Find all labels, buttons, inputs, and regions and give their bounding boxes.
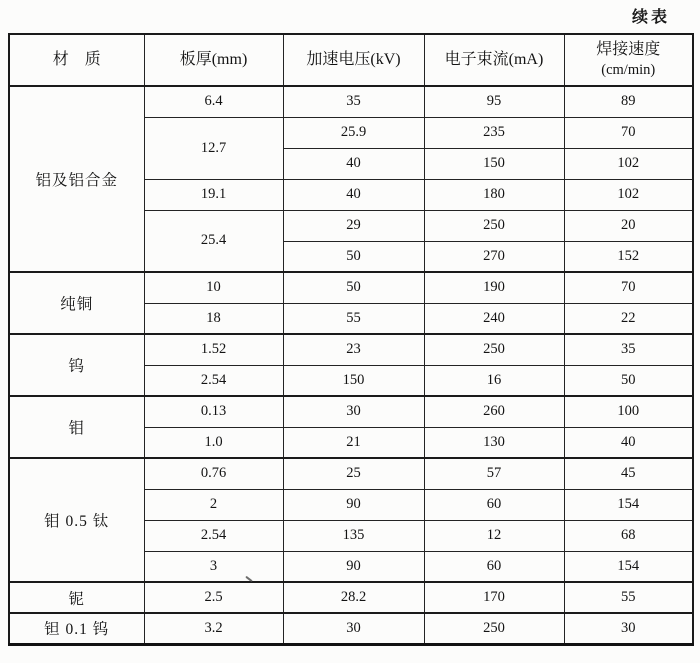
speed-cell: 50 — [564, 365, 693, 396]
voltage-cell: 50 — [283, 272, 424, 303]
thickness-cell: 18 — [144, 303, 283, 334]
voltage-cell: 35 — [283, 86, 424, 117]
header-speed — [564, 34, 693, 86]
material-cell: 铌 — [9, 582, 144, 613]
current-cell: 57 — [424, 458, 564, 489]
material-cell: 纯铜 — [9, 272, 144, 334]
thickness-cell: 0.13 — [144, 396, 283, 427]
current-cell: 260 — [424, 396, 564, 427]
table-row — [9, 334, 693, 365]
thickness-cell: 3.2 — [144, 613, 283, 644]
voltage-cell: 21 — [283, 427, 424, 458]
thickness-cell: 1.0 — [144, 427, 283, 458]
speed-cell: 102 — [564, 148, 693, 179]
voltage-cell: 28.2 — [283, 582, 424, 613]
table-header — [9, 34, 693, 86]
voltage-cell: 90 — [283, 551, 424, 582]
thickness-cell: 6.4 — [144, 86, 283, 117]
current-cell: 250 — [424, 210, 564, 241]
speed-cell: 35 — [564, 334, 693, 365]
header-speed-line1: 焊接速度 — [596, 41, 661, 59]
thickness-cell: 2.54 — [144, 520, 283, 551]
current-cell: 150 — [424, 148, 564, 179]
thickness-cell: 2.5 — [144, 582, 283, 613]
current-cell: 270 — [424, 241, 564, 272]
thickness-cell: 3 — [144, 551, 283, 582]
thickness-cell: 2 — [144, 489, 283, 520]
speed-cell: 154 — [564, 551, 693, 582]
material-cell: 钽 0.1 钨 — [9, 613, 144, 644]
speed-cell: 30 — [564, 613, 693, 644]
speed-cell: 20 — [564, 210, 693, 241]
voltage-cell: 25 — [283, 458, 424, 489]
speed-cell: 102 — [564, 179, 693, 210]
header-voltage: 加速电压(kV) — [283, 34, 424, 86]
thickness-cell: 19.1 — [144, 179, 283, 210]
current-cell: 250 — [424, 613, 564, 644]
current-cell: 170 — [424, 582, 564, 613]
current-cell: 95 — [424, 86, 564, 117]
speed-cell: 70 — [564, 272, 693, 303]
voltage-cell: 23 — [283, 334, 424, 365]
thickness-cell: 2.54 — [144, 365, 283, 396]
thickness-cell: 0.76 — [144, 458, 283, 489]
speed-cell: 152 — [564, 241, 693, 272]
speed-cell: 55 — [564, 582, 693, 613]
speed-cell: 45 — [564, 458, 693, 489]
thickness-cell: 10 — [144, 272, 283, 303]
voltage-cell: 30 — [283, 396, 424, 427]
voltage-cell: 135 — [283, 520, 424, 551]
current-cell: 235 — [424, 117, 564, 148]
voltage-cell: 150 — [283, 365, 424, 396]
welding-parameters-table — [8, 33, 694, 646]
material-cell: 钼 — [9, 396, 144, 458]
thickness-cell: 25.4 — [144, 210, 283, 272]
voltage-cell: 50 — [283, 241, 424, 272]
header-row — [9, 34, 693, 86]
voltage-cell: 30 — [283, 613, 424, 644]
table-row — [9, 458, 693, 489]
speed-cell: 40 — [564, 427, 693, 458]
current-cell: 130 — [424, 427, 564, 458]
continued-table-label: 续表 — [631, 9, 670, 26]
material-cell: 钼 0.5 钛 — [9, 458, 144, 582]
material-cell: 钨 — [9, 334, 144, 396]
current-cell: 240 — [424, 303, 564, 334]
header-material: 材 质 — [9, 34, 144, 86]
thickness-cell: 1.52 — [144, 334, 283, 365]
table-row — [9, 582, 693, 613]
thickness-cell: 12.7 — [144, 117, 283, 179]
speed-cell: 22 — [564, 303, 693, 334]
table-row — [9, 613, 693, 644]
current-cell: 16 — [424, 365, 564, 396]
current-cell: 190 — [424, 272, 564, 303]
speed-cell: 70 — [564, 117, 693, 148]
speed-cell: 100 — [564, 396, 693, 427]
voltage-cell: 25.9 — [283, 117, 424, 148]
voltage-cell: 40 — [283, 148, 424, 179]
current-cell: 12 — [424, 520, 564, 551]
voltage-cell: 40 — [283, 179, 424, 210]
table-row — [9, 86, 693, 117]
voltage-cell: 55 — [283, 303, 424, 334]
header-speed-line2: (cm/min) — [601, 61, 656, 78]
material-cell: 铝及铝合金 — [9, 86, 144, 272]
current-cell: 250 — [424, 334, 564, 365]
header-thickness: 板厚(mm) — [144, 34, 283, 86]
speed-cell: 89 — [564, 86, 693, 117]
voltage-cell: 29 — [283, 210, 424, 241]
speed-cell: 68 — [564, 520, 693, 551]
table-row — [9, 396, 693, 427]
current-cell: 60 — [424, 551, 564, 582]
table-body — [9, 86, 693, 644]
current-cell: 60 — [424, 489, 564, 520]
speed-cell: 154 — [564, 489, 693, 520]
voltage-cell: 90 — [283, 489, 424, 520]
table-row — [9, 272, 693, 303]
header-current: 电子束流(mA) — [424, 34, 564, 86]
current-cell: 180 — [424, 179, 564, 210]
